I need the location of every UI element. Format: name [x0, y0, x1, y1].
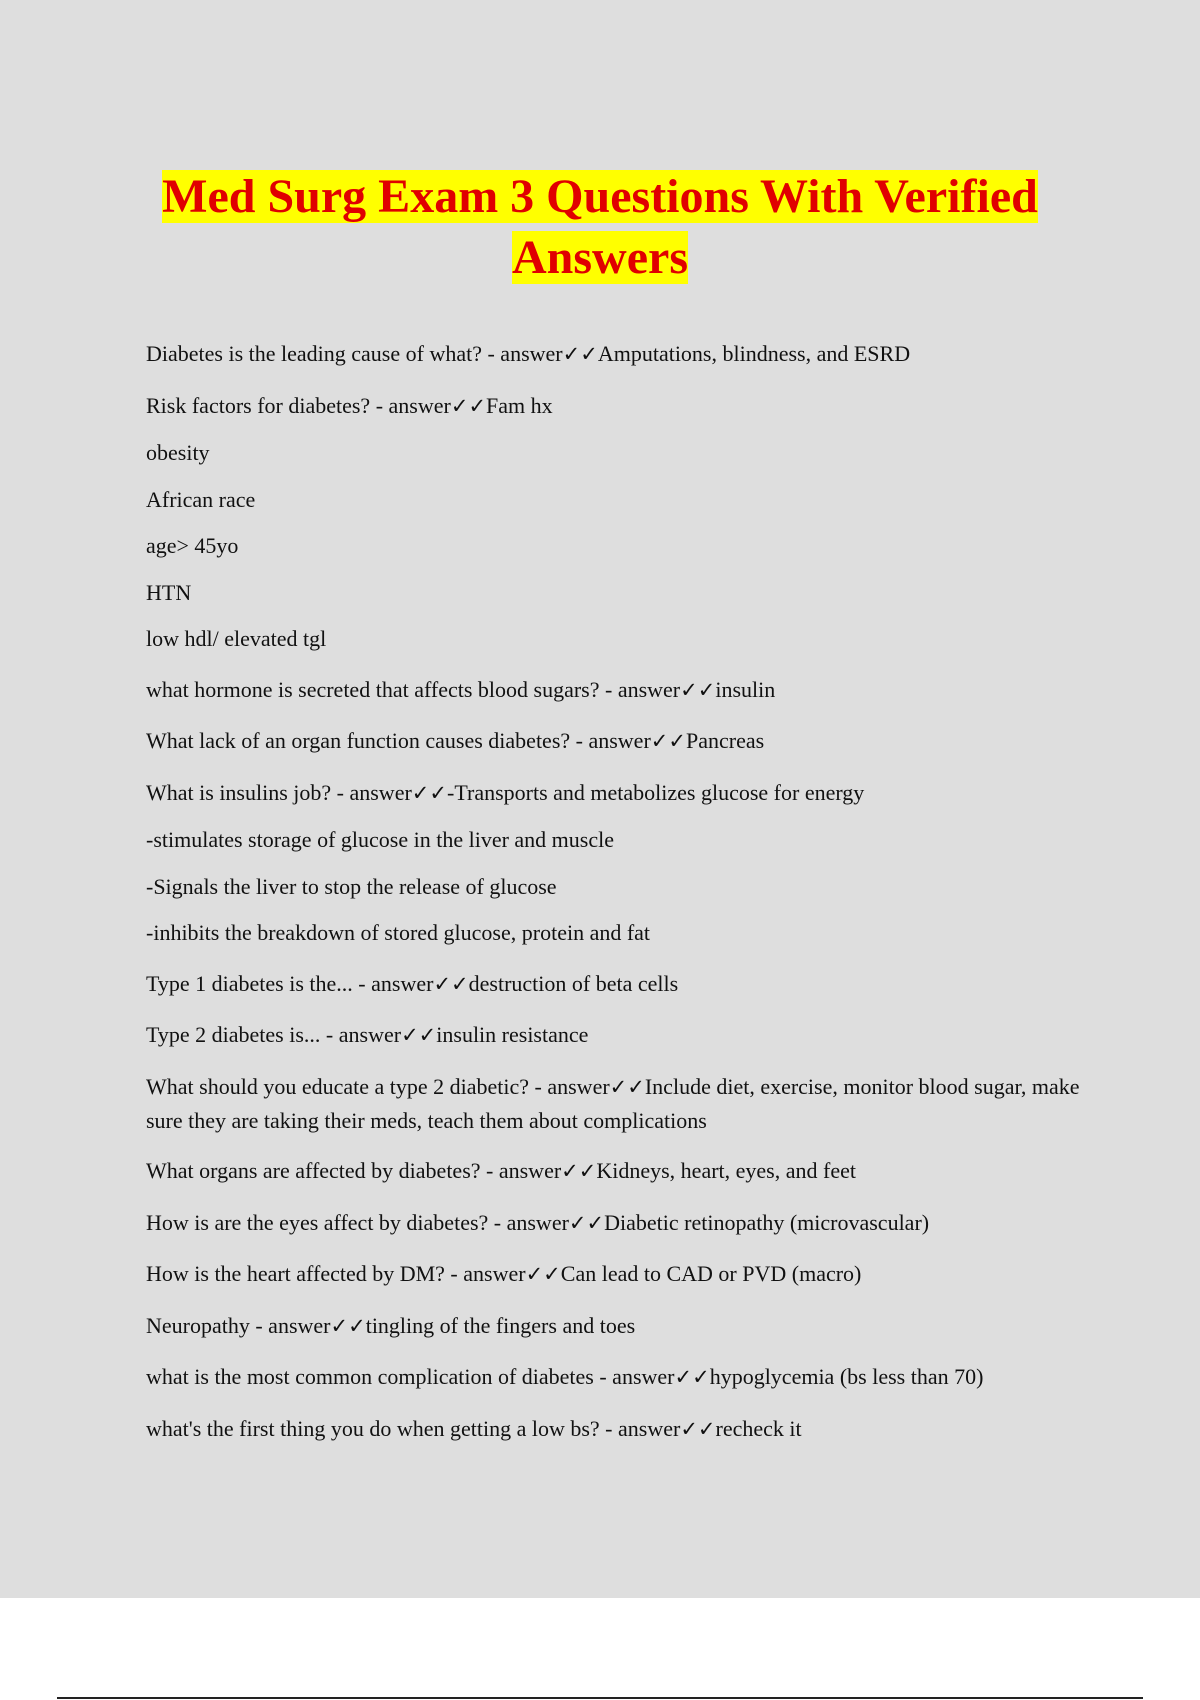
question-answer-item — [146, 776, 1086, 810]
double-check-icon: ✓✓ — [433, 971, 469, 996]
question-text: What organs are affected by diabetes? - answer — [146, 1158, 562, 1183]
double-check-icon: ✓✓ — [562, 342, 598, 366]
question-text: Type 1 diabetes is the... - answer — [146, 970, 434, 996]
list-item: African race — [146, 486, 256, 512]
answer-text: recheck it — [715, 1415, 802, 1441]
double-check-icon: ✓✓ — [650, 729, 686, 753]
double-check-icon: ✓✓ — [680, 677, 716, 702]
question-answer-item — [146, 673, 1086, 707]
question-text: How is are the eyes affect by diabetes? - answer — [146, 1209, 569, 1235]
list-item: -stimulates storage of glucose in the liver and muscle — [146, 827, 614, 852]
answer-text: Diabetic retinopathy (microvascular) — [604, 1209, 930, 1235]
double-check-icon: ✓✓ — [680, 1416, 716, 1441]
question-text: Type 2 diabetes is... - answer — [146, 1022, 402, 1047]
answer-text: -Transports and metabolizes glucose for energy — [447, 779, 865, 805]
question-answer-item — [146, 967, 1086, 1001]
double-check-icon: ✓✓ — [674, 1365, 710, 1389]
list-item: HTN — [146, 579, 192, 605]
question-answer-item — [146, 1412, 1086, 1446]
answer-text: insulin — [715, 676, 776, 702]
qa-list — [146, 337, 1086, 1446]
double-check-icon: ✓✓ — [609, 1074, 645, 1099]
question-answer-item — [146, 1018, 1086, 1052]
question-answer-item — [146, 1206, 1086, 1240]
question-answer-item — [146, 1257, 1086, 1291]
question-text: what's the first thing you do when getting a low bs? - answer — [146, 1415, 681, 1441]
double-check-icon: ✓✓ — [568, 1210, 605, 1235]
question-answer-item — [146, 1309, 1086, 1343]
answer-text: Include diet, exercise, monitor blood sugar, make sure they are taking their meds, teach them about complications — [146, 1073, 1080, 1133]
question-text: What lack of an organ function causes diabetes? - answer — [146, 728, 651, 753]
answer-text: Amputations, blindness, and ESRD — [597, 341, 911, 366]
list-item: age> 45yo — [146, 533, 239, 558]
double-check-icon: ✓✓ — [450, 393, 487, 418]
question-text: What should you educate a type 2 diabetic? - answer — [146, 1073, 610, 1099]
question-answer-item — [146, 1154, 1086, 1188]
answer-text: destruction of beta cells — [468, 970, 679, 996]
double-check-icon: ✓✓ — [401, 1023, 437, 1047]
question-text: What is insulins job? - answer — [146, 779, 412, 805]
question-text: How is the heart affected by DM? - answer — [146, 1261, 526, 1286]
answer-text: Can lead to CAD or PVD (macro) — [560, 1261, 862, 1286]
question-answer-item — [146, 337, 1086, 371]
answer-text: tingling of the fingers and toes — [365, 1312, 636, 1338]
title-highlight: Med Surg Exam 3 Questions With Verified Answers — [162, 170, 1038, 284]
answer-text: Pancreas — [685, 728, 765, 753]
document-title — [100, 166, 1100, 288]
list-item: -Signals the liver to stop the release of glucose — [146, 873, 557, 899]
double-check-icon: ✓✓ — [561, 1159, 597, 1183]
question-answer-item — [146, 389, 1086, 423]
list-item: low hdl/ elevated tgl — [146, 626, 327, 651]
question-text: what hormone is secreted that affects blood sugars? - answer — [146, 676, 681, 702]
answer-text: hypoglycemia (bs less than 70) — [709, 1364, 984, 1389]
double-check-icon: ✓✓ — [330, 1313, 366, 1338]
question-answer-item — [146, 1070, 1086, 1137]
list-item: obesity — [146, 440, 210, 465]
double-check-icon: ✓✓ — [411, 780, 447, 805]
answer-text: insulin resistance — [436, 1022, 589, 1047]
question-text: Diabetes is the leading cause of what? - answer — [146, 341, 563, 366]
footer-divider — [57, 1697, 1143, 1699]
double-check-icon: ✓✓ — [525, 1262, 561, 1286]
question-text: what is the most common complication of diabetes - answer — [146, 1364, 675, 1389]
answer-text: Fam hx — [486, 392, 553, 418]
question-text: Risk factors for diabetes? - answer — [146, 392, 451, 418]
answer-text: Kidneys, heart, eyes, and feet — [596, 1158, 856, 1183]
list-item: -inhibits the breakdown of stored glucose, protein and fat — [146, 920, 651, 945]
question-answer-item — [146, 1360, 1086, 1394]
question-answer-item — [146, 724, 1086, 758]
question-text: Neuropathy - answer — [146, 1312, 331, 1338]
